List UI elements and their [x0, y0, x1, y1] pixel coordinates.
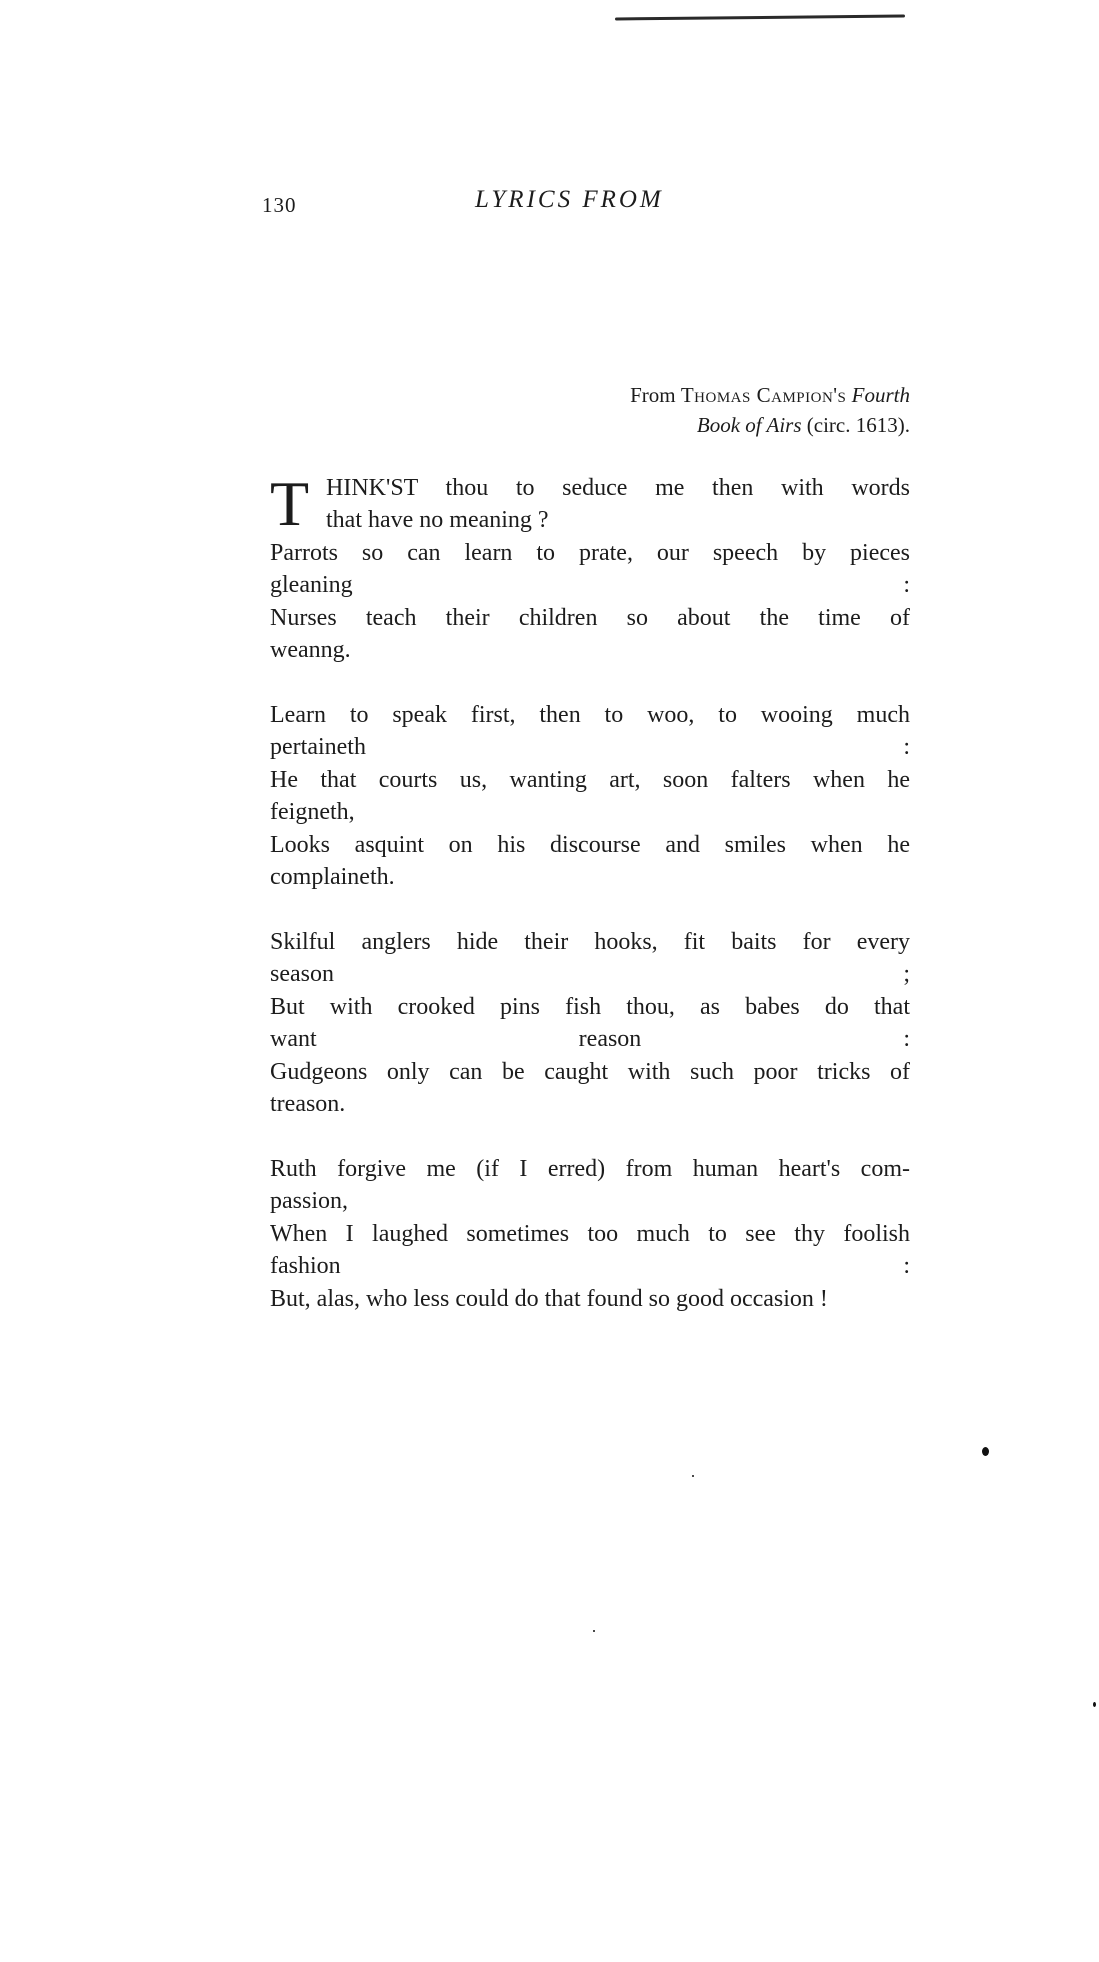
verse-4: [270, 699, 910, 763]
verse-line: Gudgeons only can be caught with such poor tricks of: [270, 1059, 910, 1085]
verse-line: Looks asquint on his discourse and smiles when he: [270, 832, 910, 858]
running-head: LYRICS FROM: [475, 186, 664, 213]
verse-6: [270, 829, 910, 893]
attribution: [530, 380, 910, 440]
stanza-2: [270, 699, 910, 893]
verse-line: HINK'ST thou to seduce me then with words: [326, 475, 910, 501]
verse-2: [270, 537, 910, 601]
attribution-title-1: Fourth: [851, 383, 910, 407]
verse-continuation: season ;: [270, 961, 910, 987]
verse-1: [270, 468, 910, 539]
ink-speck: [982, 1447, 989, 1456]
verse-10: [270, 1153, 910, 1217]
verse-11: [270, 1218, 910, 1282]
top-rule: [615, 14, 905, 20]
verse-continuation: gleaning :: [270, 572, 910, 598]
verse-3: [270, 602, 910, 666]
verse-5: [270, 764, 910, 828]
attribution-author: Thomas Campion's: [680, 383, 847, 407]
verse-continuation: fashion :: [270, 1253, 910, 1279]
verse-line: When I laughed sometimes too much to see thy foolish: [270, 1221, 910, 1247]
verse-line: Skilful anglers hide their hooks, fit baits for every: [270, 929, 910, 955]
verse-continuation: treason.: [270, 1091, 346, 1117]
verse-12: [270, 1283, 910, 1315]
verse-line: Learn to speak first, then to woo, to wooing much: [270, 702, 910, 728]
verse-line: But, alas, who less could do that found so good occasion !: [270, 1286, 828, 1312]
poem: [270, 468, 910, 1348]
ink-speck: [692, 1475, 694, 1477]
verse-9: [270, 1056, 910, 1120]
drop-cap: T: [270, 468, 310, 539]
attribution-from: From: [630, 383, 676, 407]
verse-line: Nurses teach their children so about the time of: [270, 605, 910, 631]
attribution-date: (circ. 1613).: [806, 413, 910, 437]
verse-line: Ruth forgive me (if I erred) from human heart's com-: [270, 1156, 910, 1182]
verse-continuation: pertaineth :: [270, 734, 910, 760]
verse-continuation: that have no meaning ?: [326, 507, 549, 533]
verse-continuation: complaineth.: [270, 864, 395, 890]
verse-line: He that courts us, wanting art, soon falters when he: [270, 767, 910, 793]
verse-line: But with crooked pins fish thou, as babes do that: [270, 994, 910, 1020]
verse-continuation: passion,: [270, 1188, 348, 1214]
ink-speck: [593, 1630, 595, 1632]
verse-7: [270, 926, 910, 990]
verse-line: Parrots so can learn to prate, our speech by pieces: [270, 540, 910, 566]
stanza-3: [270, 926, 910, 1120]
attribution-title-2: Book of Airs: [696, 413, 802, 437]
stanza-4: [270, 1153, 910, 1315]
verse-continuation: weanng.: [270, 637, 351, 663]
verse-continuation: want reason :: [270, 1026, 910, 1052]
stanza-1: [270, 468, 910, 666]
verse-continuation: feigneth,: [270, 799, 355, 825]
ink-speck: [1093, 1702, 1096, 1707]
page-number: 130: [262, 193, 297, 217]
verse-8: [270, 991, 910, 1055]
